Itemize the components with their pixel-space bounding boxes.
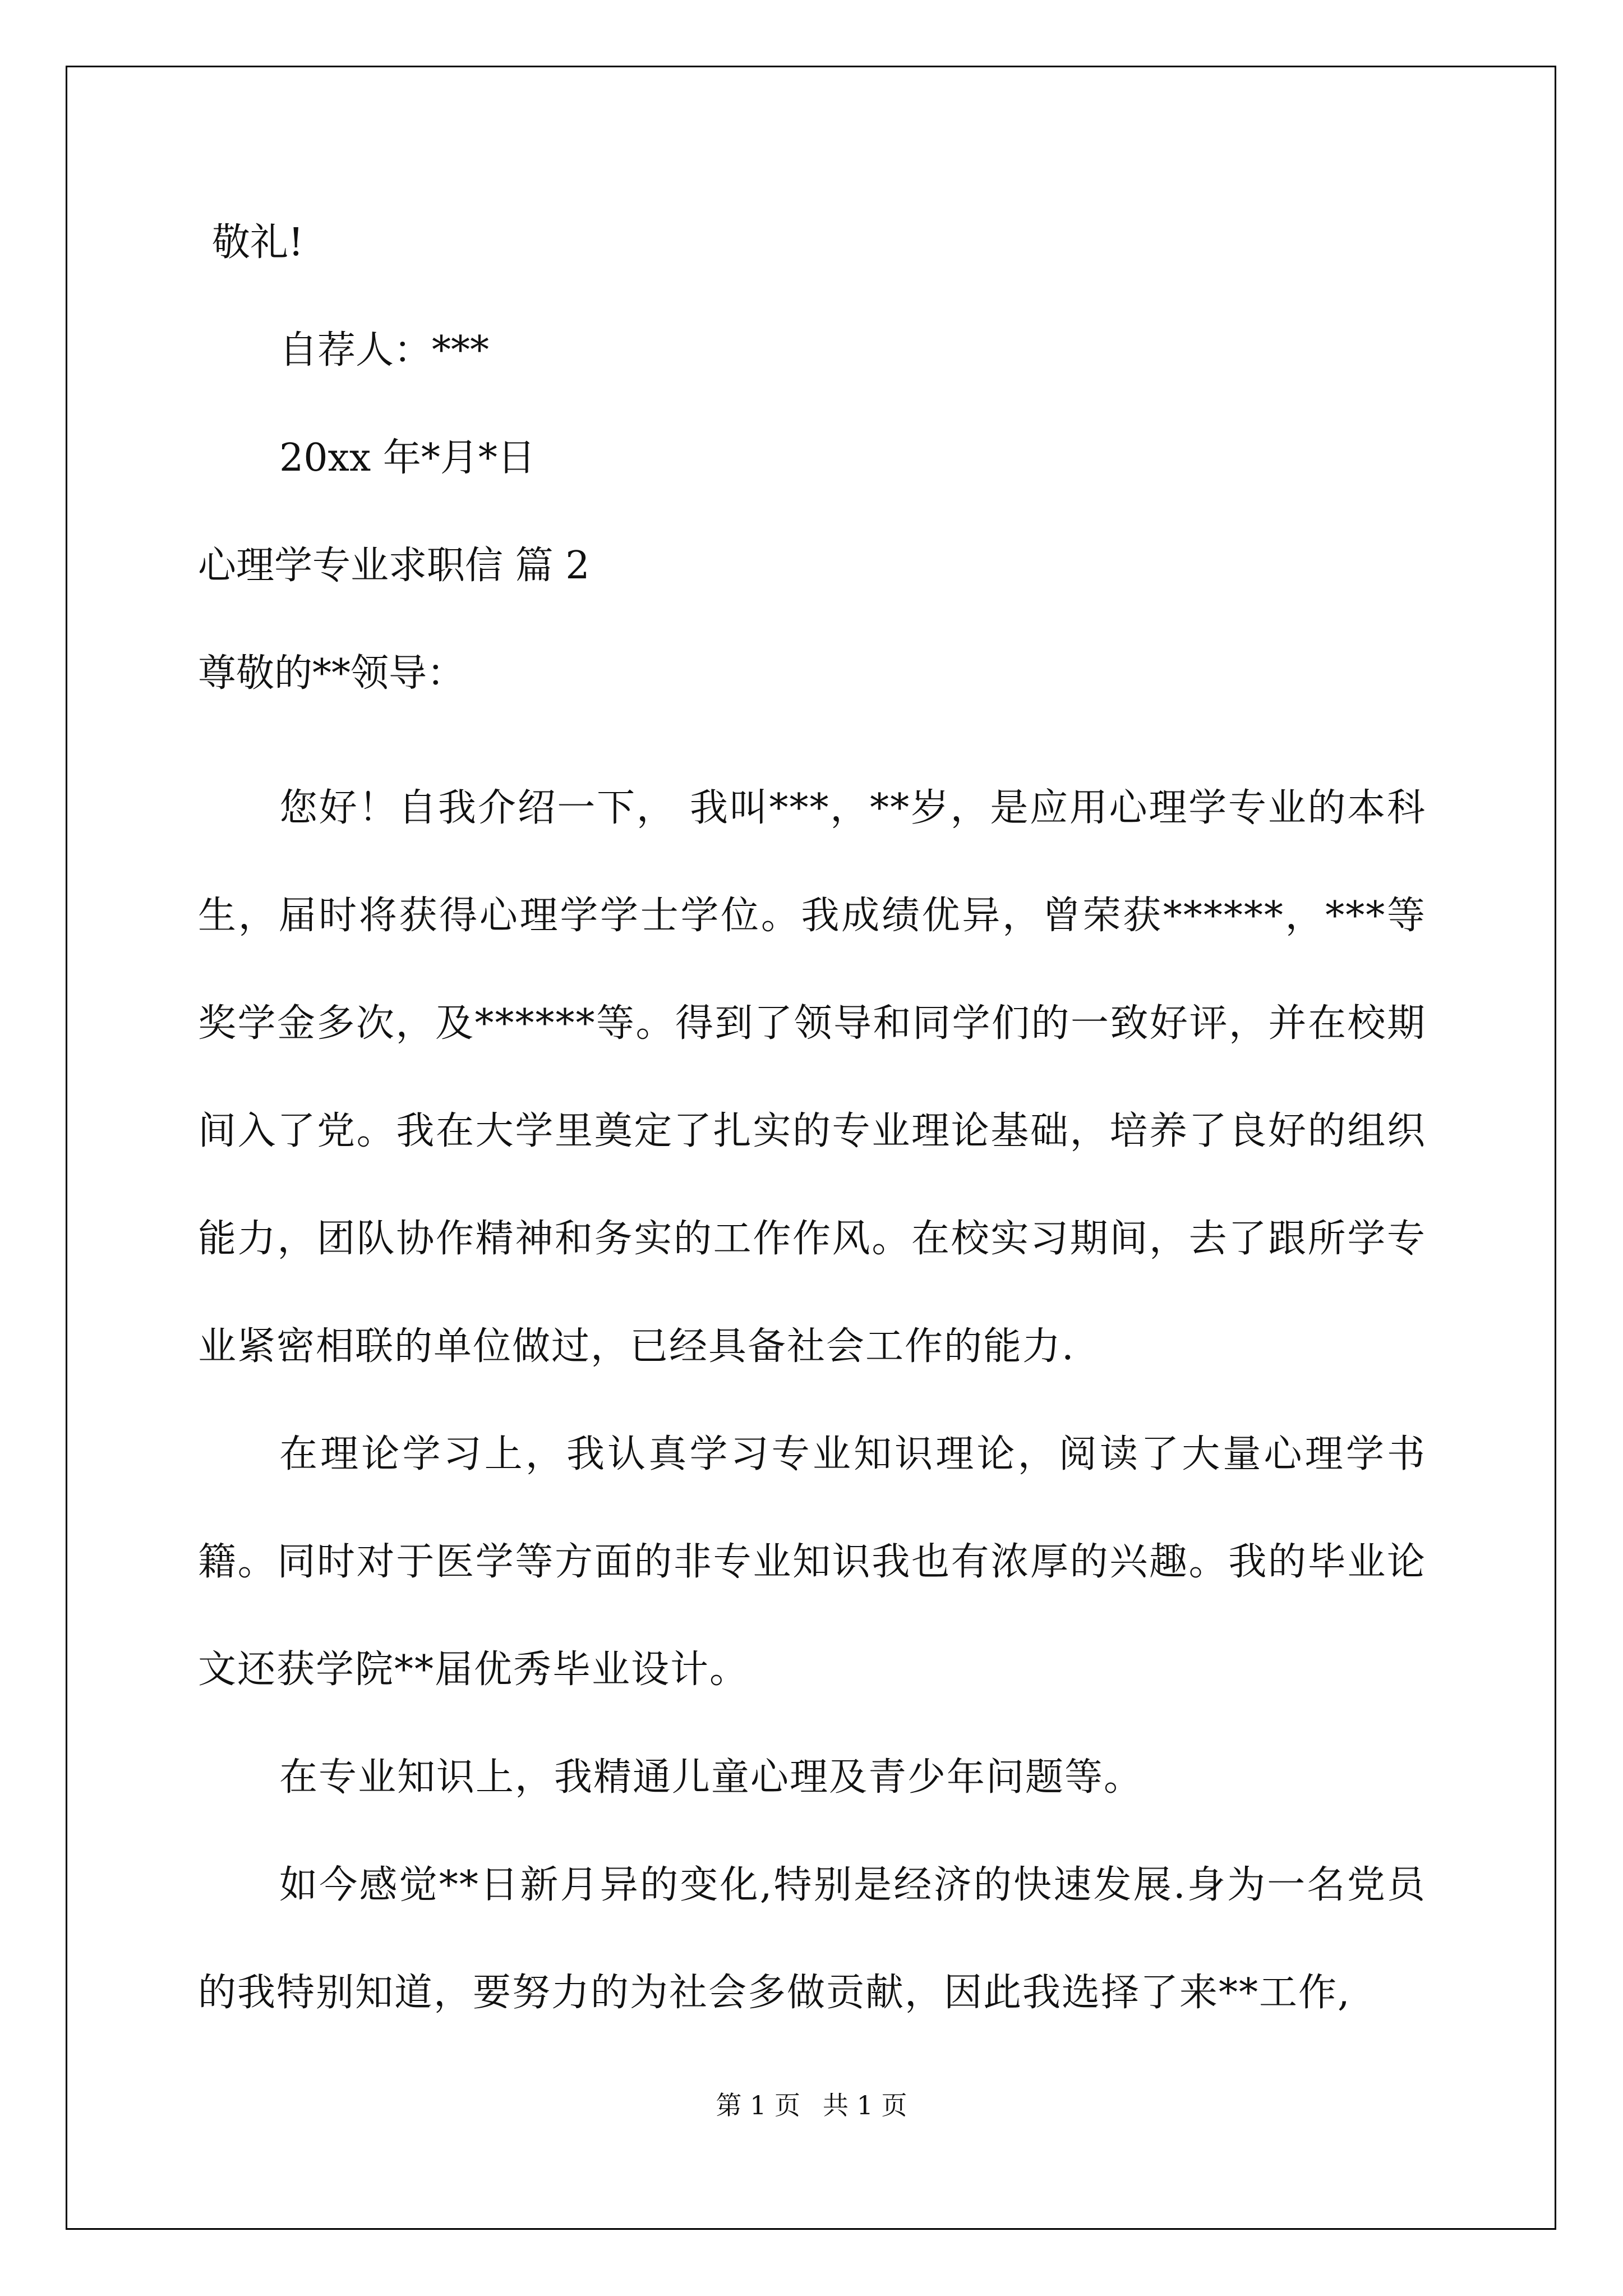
letter-closing: 敬礼!: [212, 220, 304, 265]
section-title: 心理学专业求职信 篇 2: [198, 544, 590, 588]
paragraph-expertise: 在专业知识上，我精通儿童心理及青少年问题等。: [279, 1755, 1144, 1800]
document-body: [198, 216, 1426, 2047]
letter-date: 20xx 年*月*日: [279, 436, 536, 480]
paragraph-introduction: 您好！自我介绍一下， 我叫***，**岁，是应用心理学专业的本科生，届时将获得心理学学士学位。我成绩优异，曾荣获******，***等奖学金多次，及******等。得到了领导和同学们的一致好评，并在校期间入了党。我在大学里奠定了扎实的专业理论基础，培养了良好的组织能力，团队协作精神和务实的工作作风。在校实习期间，去了跟所学专业紧密相联的单位做过，已经具备社会工作的能力.: [198, 786, 1426, 1369]
letter-signer: 自荐人：***: [279, 328, 490, 372]
page-number: 第 1 页: [716, 2090, 800, 2120]
salutation: 尊敬的**领导：: [198, 651, 465, 696]
page-total: 共 1 页: [823, 2090, 907, 2120]
paragraph-motivation: 如今感觉**日新月异的变化,特别是经济的快速发展.身为一名党员的我特别知道，要努力的为社会多做贡献，因此我选择了来**工作,: [198, 1863, 1426, 2015]
page-footer: [0, 2088, 1623, 2122]
paragraph-theory-study: 在理论学习上，我认真学习专业知识理论，阅读了大量心理学书籍。同时对于医学等方面的非专业知识我也有浓厚的兴趣。我的毕业论文还获学院**届优秀毕业设计。: [198, 1432, 1426, 1692]
